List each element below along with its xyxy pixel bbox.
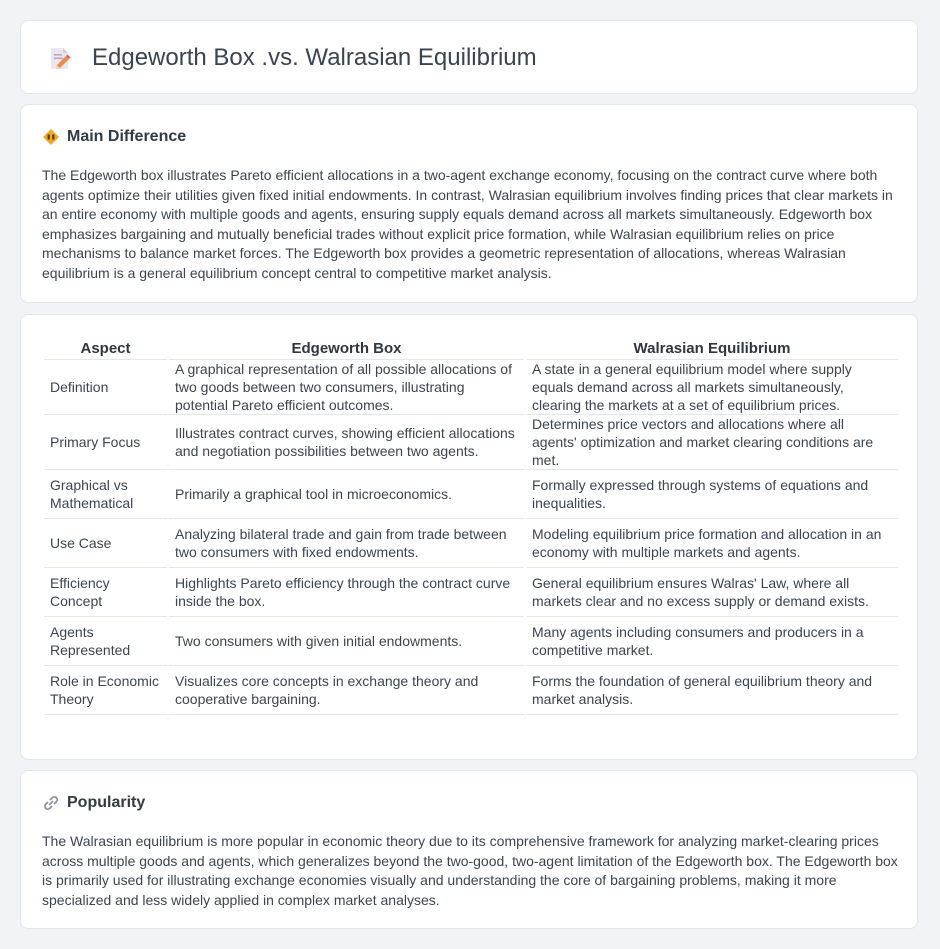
popularity-text: The Walrasian equilibrium is more popular in economic theory due to its comprehensive framework for analyzing market-clearing prices across multiple goods and agents, which generalizes beyond the two-good, two-agent limitation of the Edgeworth box. The Edgeworth box is primarily used for illustrating exchange economies visually and understanding the core of bargaining problems, making it more specialized and less widely applied in complex market analyses.: [42, 833, 898, 908]
table-row: [44, 617, 898, 666]
aspect-cell: Definition: [44, 360, 167, 415]
comparison-table-section: [20, 314, 918, 760]
walrasian-cell: Many agents including consumers and producers in a competitive market.: [526, 617, 898, 666]
title-card: [20, 20, 918, 94]
main-difference-section: [20, 104, 918, 303]
edgeworth-cell: A graphical representation of all possible allocations of two goods between two consumers, illustrating potential Pareto efficient outcomes.: [169, 360, 524, 415]
header-walrasian-equilibrium: Walrasian Equilibrium: [526, 336, 898, 360]
walrasian-cell: A state in a general equilibrium model where supply equals demand across all markets simultaneously, clearing the markets at a set of equilibrium prices.: [526, 360, 898, 415]
aspect-cell: Graphical vs Mathematical: [44, 470, 167, 519]
aspect-cell: Primary Focus: [44, 415, 167, 470]
walrasian-cell: Forms the foundation of general equilibrium theory and market analysis.: [526, 666, 898, 715]
walrasian-cell: Formally expressed through systems of equations and inequalities.: [526, 470, 898, 519]
walrasian-cell: Determines price vectors and allocations where all agents' optimization and market clearing conditions are met.: [526, 415, 898, 470]
edgeworth-cell: Primarily a graphical tool in microeconomics.: [169, 470, 524, 519]
edit-document-icon: [47, 45, 73, 71]
table-row: [44, 470, 898, 519]
edgeworth-cell: Two consumers with given initial endowments.: [169, 617, 524, 666]
popularity-section: [20, 770, 918, 929]
comparison-table: [42, 336, 900, 715]
aspect-cell: Use Case: [44, 519, 167, 568]
edgeworth-cell: Highlights Pareto efficiency through the contract curve inside the box.: [169, 568, 524, 617]
aspect-cell: Agents Represented: [44, 617, 167, 666]
edgeworth-cell: Analyzing bilateral trade and gain from trade between two consumers with fixed endowments.: [169, 519, 524, 568]
table-header-row: [44, 336, 898, 360]
aspect-cell: Efficiency Concept: [44, 568, 167, 617]
header-aspect: Aspect: [44, 336, 167, 360]
walrasian-cell: Modeling equilibrium price formation and allocation in an economy with multiple markets and agents.: [526, 519, 898, 568]
diamond-sign-icon: [42, 128, 60, 146]
aspect-cell: Role in Economic Theory: [44, 666, 167, 715]
popularity-title: Popularity: [67, 794, 146, 811]
walrasian-cell: General equilibrium ensures Walras' Law, where all markets clear and no excess supply or demand exists.: [526, 568, 898, 617]
table-row: [44, 360, 898, 415]
main-difference-heading: [42, 126, 186, 148]
main-difference-text: The Edgeworth box illustrates Pareto efficient allocations in a two-agent exchange economy, focusing on the contract curve where both agents optimize their utilities given fixed initial endowments. In contrast, Walrasian equilibrium involves finding prices that clear markets in an entire economy with multiple goods and agents, ensuring supply equals demand across all markets simultaneously. Edgeworth box emphasizes bargaining and mutually beneficial trades without explicit price formation, while Walrasian equilibrium relies on price mechanisms to balance market forces. The Edgeworth box provides a geometric representation of allocations, whereas Walrasian equilibrium is a general equilibrium concept central to competitive market analysis.: [42, 167, 893, 281]
popularity-heading: [42, 792, 145, 814]
main-difference-title: Main Difference: [67, 128, 187, 145]
table-row: [44, 568, 898, 617]
table-row: [44, 415, 898, 470]
header-edgeworth-box: Edgeworth Box: [169, 336, 524, 360]
table-row: [44, 519, 898, 568]
table-row: [44, 666, 898, 715]
page-title: Edgeworth Box .vs. Walrasian Equilibrium: [92, 44, 537, 71]
edgeworth-cell: Illustrates contract curves, showing efficient allocations and negotiation possibilities between two agents.: [169, 415, 524, 470]
edgeworth-cell: Visualizes core concepts in exchange theory and cooperative bargaining.: [169, 666, 524, 715]
link-icon: [42, 794, 60, 812]
